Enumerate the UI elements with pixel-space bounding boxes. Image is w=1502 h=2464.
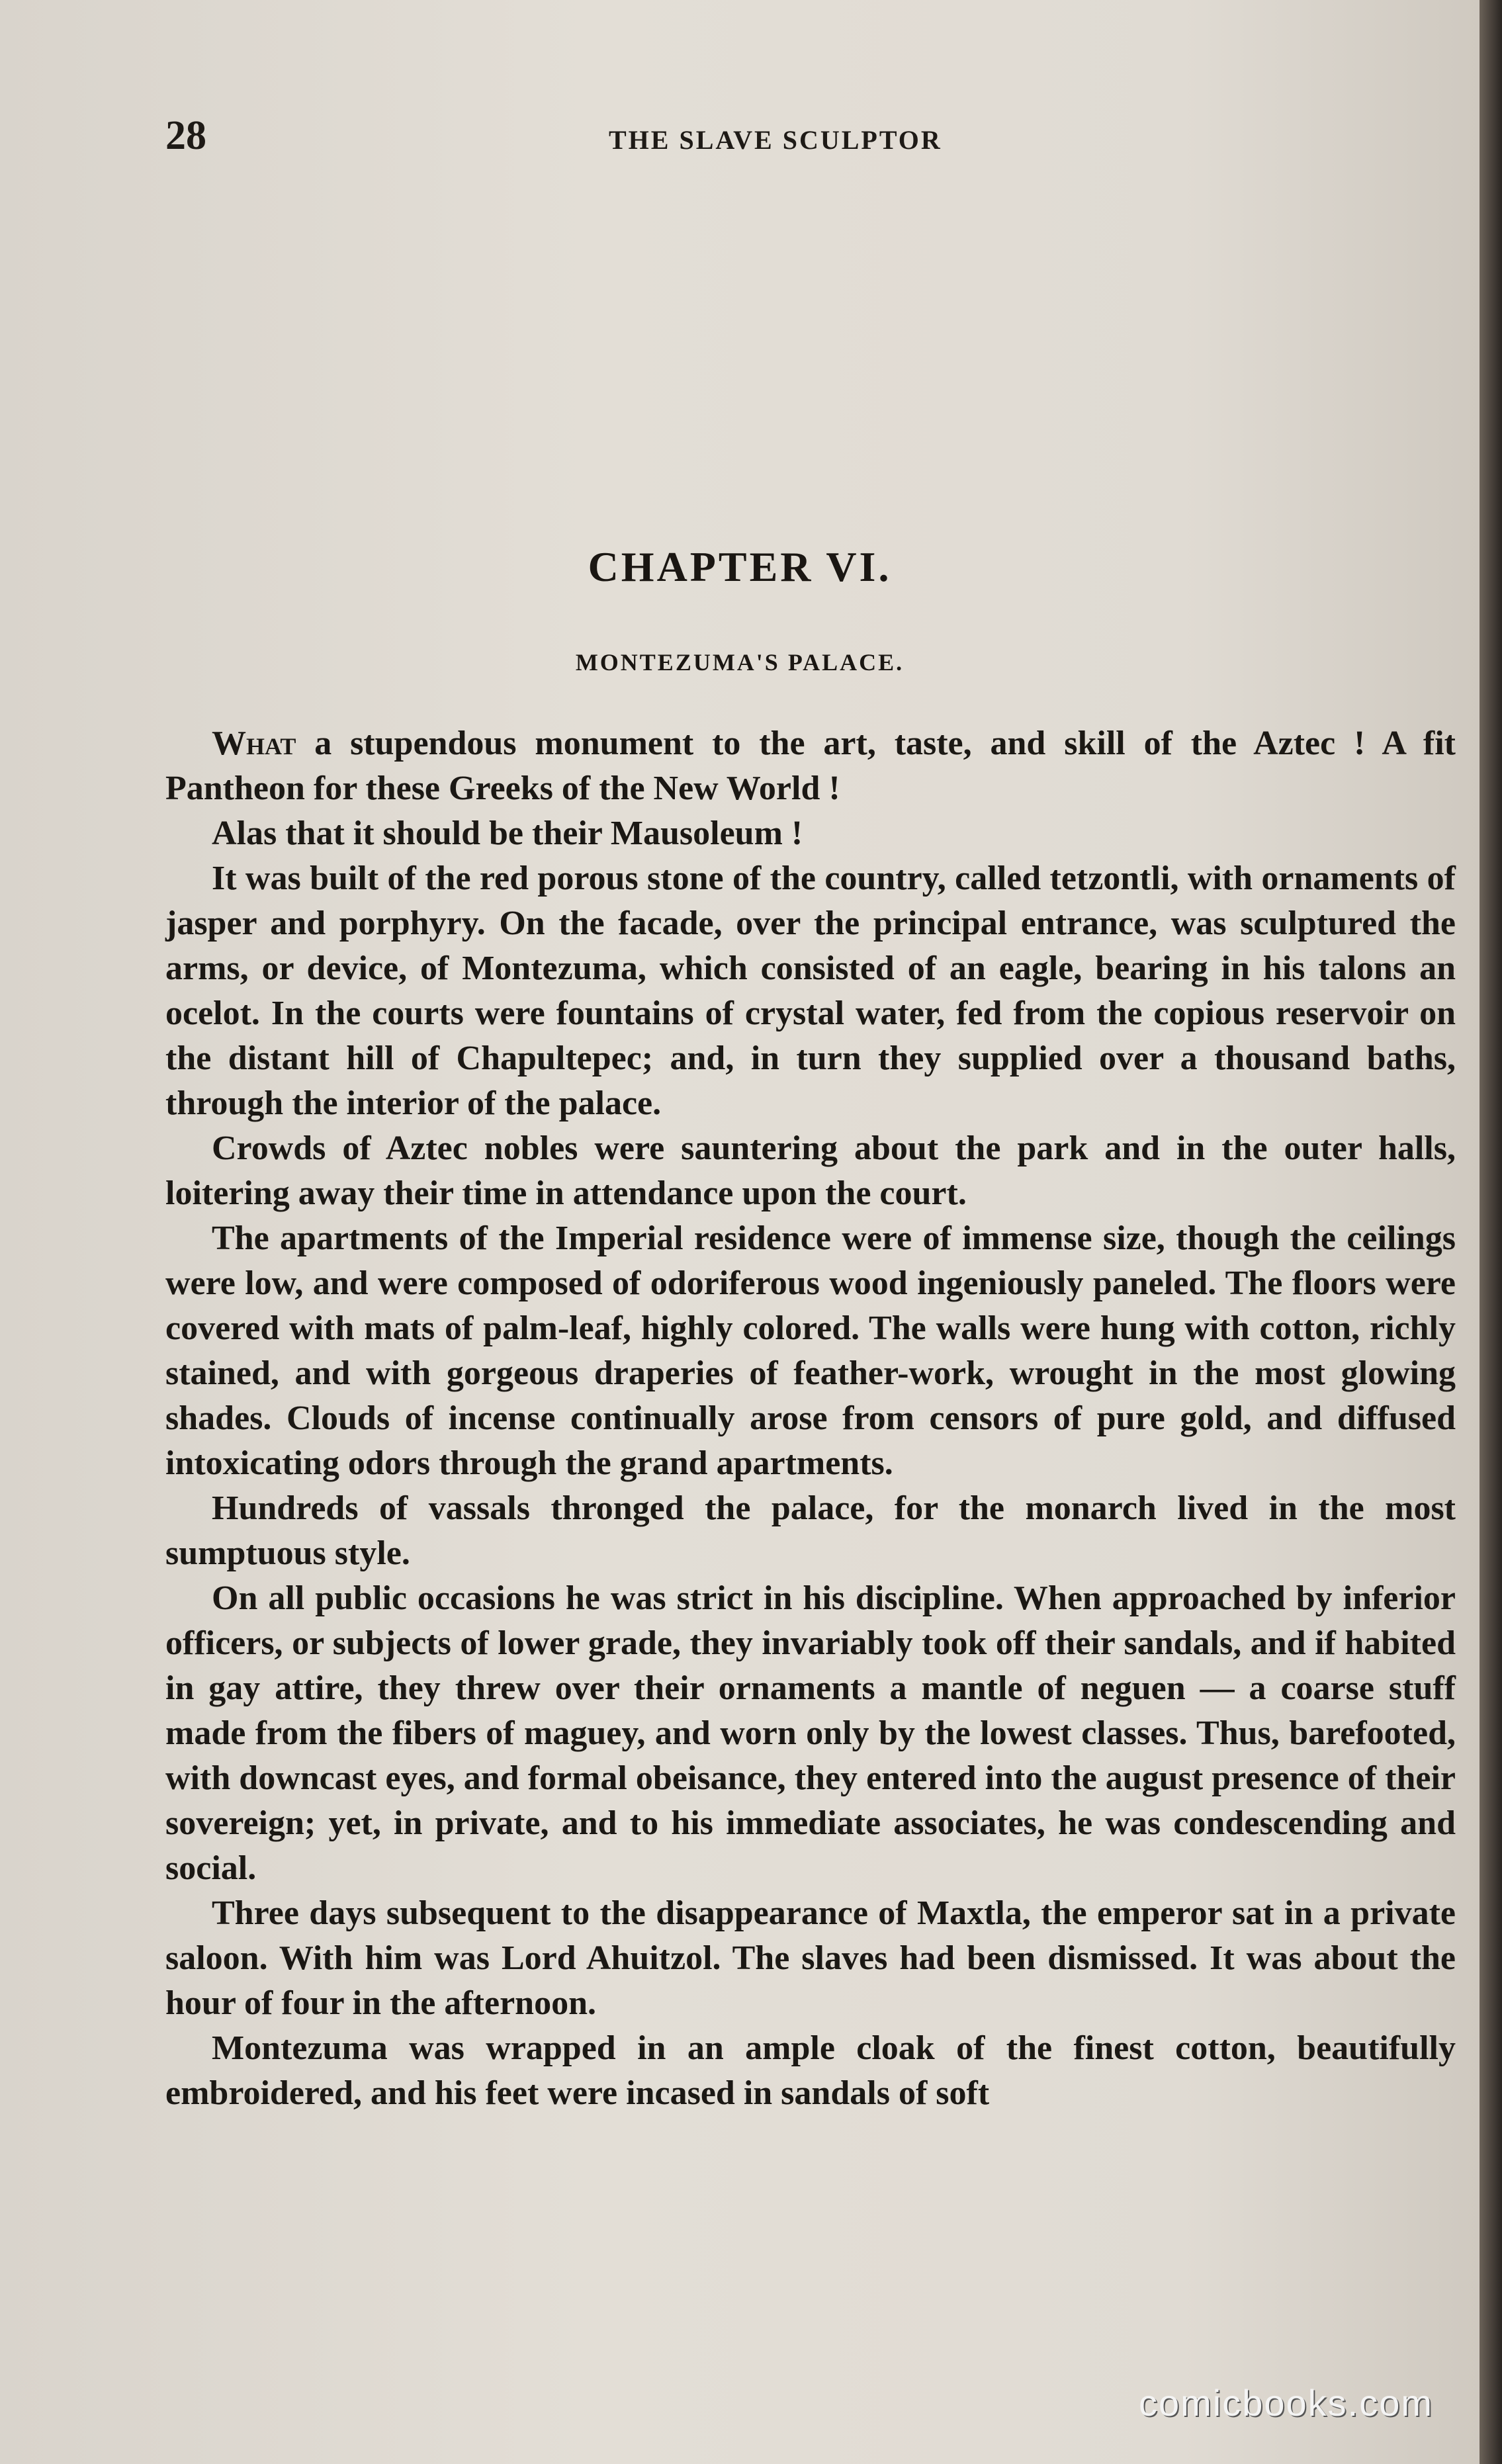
paragraph — [165, 1126, 1456, 1216]
paragraph-text: It was built of the red porous stone of the country, called tetzontli, with ornaments of jasper and porphyry. On the facade, over the principal entrance, was sculptured the arms, or device, of Montezuma, which consisted of an eagle, bearing in his talons an ocelot. In the courts were fountains of crystal water, fed from the copious reservoir on the distant hill of Chapultepec; and, in turn they supplied over a thousand baths, through the interior of the palace. — [165, 859, 1456, 1122]
paragraph-text: Crowds of Aztec nobles were sauntering about the park and in the outer halls, loitering away their time in attendance upon the court. — [165, 1129, 1456, 1212]
paragraph-text: On all public occasions he was strict in his discipline. When approached by inferior officers, or subjects of lower grade, they invariably took off their sandals, and if habited in gay attire, they threw over their ornaments a mantle of neguen — a coarse stuff made from the fibers of maguey, and worn only by the lowest classes. Thus, barefooted, with downcast eyes, and formal obeisance, they entered into the august presence of their sovereign; yet, in private, and to his immediate associates, he was condescending and social. — [165, 1579, 1456, 1887]
page-edge-shadow — [1480, 0, 1502, 2464]
paragraph — [165, 856, 1456, 1126]
paragraph — [165, 811, 1456, 856]
watermark: comicbooks.com — [1138, 2382, 1433, 2424]
paragraph-text: The apartments of the Imperial residence were of immense size, though the ceilings were low, and were composed of odoriferous wood ingeniously paneled. The floors were covered with mats of palm-leaf, highly colored. The walls were hung with cotton, richly stained, and with gorgeous draperies of feather-work, wrought in the most glowing shades. Clouds of incense continually arose from censors of pure gold, and diffused intoxicating odors through the grand apartments. — [165, 1219, 1456, 1482]
paragraph-text: Hundreds of vassals thronged the palace, for the monarch lived in the most sumptuous style. — [165, 1489, 1456, 1572]
page-header — [165, 112, 1456, 165]
paragraph — [165, 2026, 1456, 2116]
paragraph — [165, 1216, 1456, 1486]
paragraph-text: Three days subsequent to the disappearance of Maxtla, the emperor sat in a private saloon. With him was Lord Ahuitzol. The slaves had been dismissed. It was about the hour of four in the afternoon. — [165, 1894, 1456, 2022]
paragraph-text: Montezuma was wrapped in an ample cloak of the finest cotton, beautifully embroidered, and his feet were incased in sandals of soft — [165, 2029, 1456, 2112]
body-text — [165, 721, 1456, 2116]
paragraph — [165, 1576, 1456, 1891]
page-number: 28 — [165, 113, 206, 158]
paragraph-text: Alas that it should be their Mausoleum ! — [212, 814, 803, 852]
chapter-title: CHAPTER VI. — [588, 543, 892, 590]
paragraph — [165, 1891, 1456, 2026]
chapter-subtitle: MONTEZUMA'S PALACE. — [575, 649, 905, 676]
paragraph — [165, 721, 1456, 811]
paragraph-lead: What — [212, 725, 296, 762]
running-title: THE SLAVE SCULPTOR — [609, 125, 942, 155]
paragraph-text: a stupendous monument to the art, taste, and skill of the Aztec ! A fit Pantheon for these Greeks of the New World ! — [165, 725, 1456, 807]
paragraph — [165, 1486, 1456, 1576]
